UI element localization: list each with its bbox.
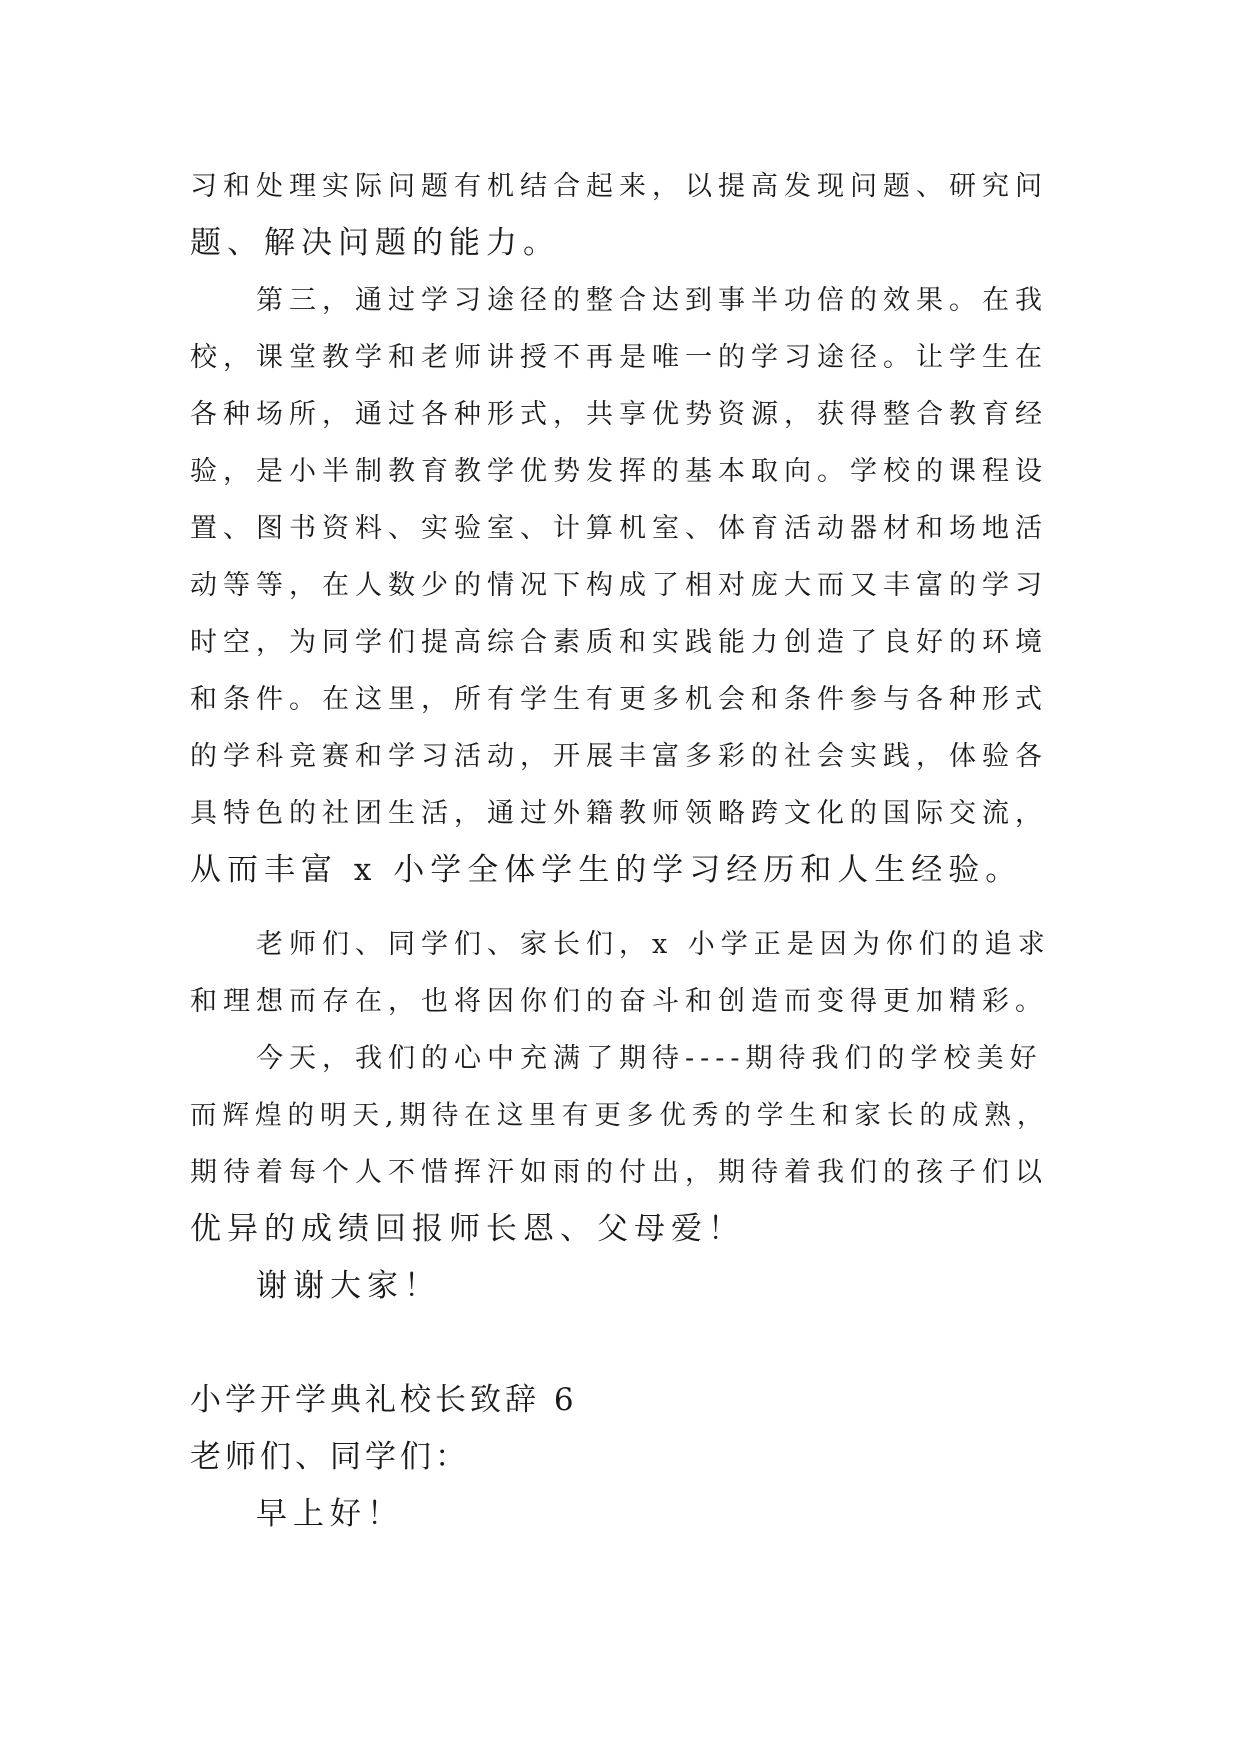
paragraph-teachers-parents	[190, 916, 1052, 1030]
text-line: 题、解决问题的能力。	[190, 225, 560, 261]
text-line: 的学科竞赛和学习活动，开展丰富多彩的社会实践，体验各	[190, 741, 1048, 772]
text-line: 期待着每个人不惜挥汗如雨的付出，期待着我们的孩子们以	[190, 1157, 1048, 1188]
paragraph-thanks	[190, 1258, 1052, 1315]
text-line: 验，是小半制教育教学优势发挥的基本取向。学校的课程设	[190, 456, 1048, 487]
salutation-text: 老师们、同学们：	[190, 1439, 470, 1475]
text-line: 动等等，在人数少的情况下构成了相对庞大而又丰富的学习	[190, 570, 1048, 601]
text-line: 各种场所，通过各种形式，共享优势资源，获得整合教育经	[190, 399, 1048, 430]
title-text: 小学开学典礼校长致辞 6	[190, 1382, 578, 1418]
text-line: 谢谢大家！	[256, 1268, 441, 1304]
text-line: 置、图书资料、实验室、计算机室、体育活动器材和场地活	[190, 513, 1048, 544]
text-line: 习和处理实际问题有机结合起来，以提高发现问题、研究问	[190, 171, 1048, 202]
text-line: 和理想而存在，也将因你们的奋斗和创造而变得更加精彩。	[190, 986, 1048, 1017]
text-line: 和条件。在这里，所有学生有更多机会和条件参与各种形式	[190, 684, 1048, 715]
text-line: 具特色的社团生活，通过外籍教师领略跨文化的国际交流，	[190, 798, 1048, 829]
paragraph-third-point	[190, 272, 1052, 899]
text-line: 时空，为同学们提高综合素质和实践能力创造了良好的环境	[190, 627, 1048, 658]
text-line: 第三，通过学习途径的整合达到事半功倍的效果。在我	[256, 285, 1048, 316]
text-line: 老师们、同学们、家长们，x 小学正是因为你们的追求	[256, 929, 1051, 960]
text-line: 优异的成绩回报师长恩、父母爱！	[190, 1211, 745, 1247]
paragraph-continuation	[190, 158, 1052, 272]
text-line: 从而丰富 x 小学全体学生的学习经历和人生经验。	[190, 852, 1023, 888]
paragraph-today	[190, 1030, 1052, 1258]
text-line: 而辉煌的明天,期待在这里有更多优秀的学生和家长的成熟，	[190, 1100, 1050, 1131]
text-line: 校，课堂教学和老师讲授不再是唯一的学习途径。让学生在	[190, 342, 1048, 373]
greeting-text: 早上好！	[256, 1496, 404, 1532]
section-title	[190, 1372, 1052, 1429]
greeting	[190, 1486, 1052, 1543]
text-line: 今天，我们的心中充满了期待----期待我们的学校美好	[256, 1043, 1043, 1074]
salutation	[190, 1429, 1052, 1486]
